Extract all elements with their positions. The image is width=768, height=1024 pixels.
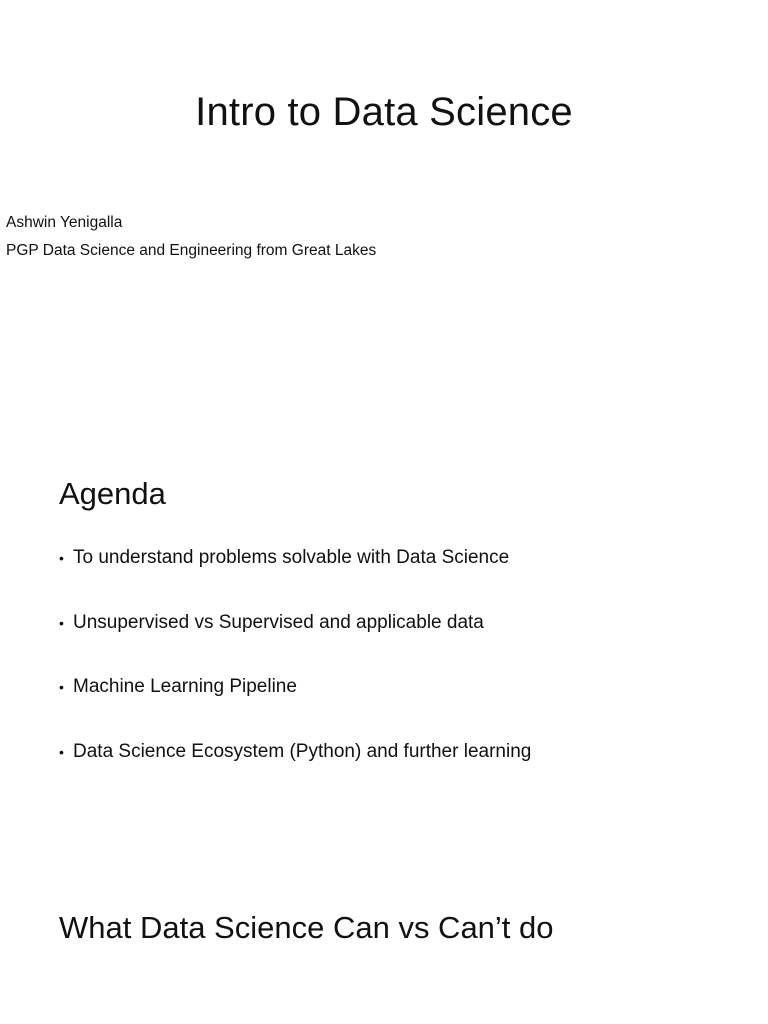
agenda-slide <box>0 440 768 820</box>
agenda-item <box>59 740 531 764</box>
author-name: Ashwin Yenigalla <box>6 214 123 231</box>
bullet-icon: • <box>59 679 64 695</box>
author-affiliation: PGP Data Science and Engineering from Great Lakes <box>6 242 377 259</box>
agenda-heading: Agenda <box>59 476 166 511</box>
slide3-heading: What Data Science Can vs Can’t do <box>59 910 554 945</box>
bullet-icon: • <box>59 550 64 566</box>
title-slide <box>0 0 768 330</box>
agenda-list <box>59 546 531 804</box>
bullet-icon: • <box>59 614 64 631</box>
agenda-item <box>59 675 531 699</box>
agenda-item <box>59 546 531 570</box>
agenda-item-text: Data Science Ecosystem (Python) and further learning <box>73 740 532 762</box>
slide-title: Intro to Data Science <box>195 90 573 134</box>
bullet-icon: • <box>59 743 64 760</box>
agenda-item-text: To understand problems solvable with Data Science <box>73 547 510 568</box>
can-vs-cant-slide <box>0 880 768 1024</box>
agenda-item-text: Unsupervised vs Supervised and applicable data <box>73 611 484 633</box>
agenda-item-text: Machine Learning Pipeline <box>73 676 297 697</box>
agenda-item <box>59 611 531 635</box>
